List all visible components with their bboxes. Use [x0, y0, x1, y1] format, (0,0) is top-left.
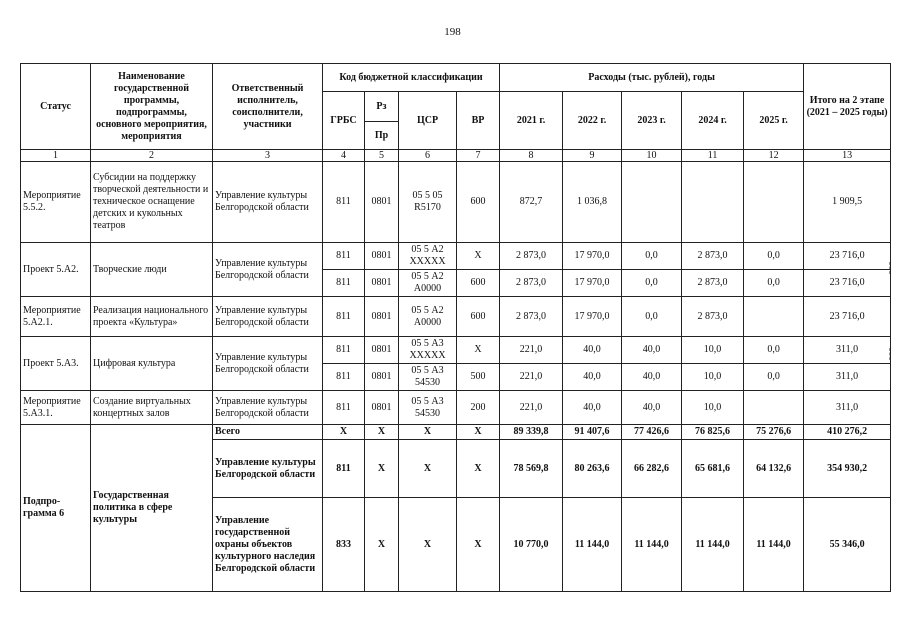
header-2024: 2024 г.	[682, 92, 744, 150]
col-number: 2	[91, 150, 213, 162]
cell-2024: 11 144,0	[682, 498, 744, 592]
cell-2021: 221,0	[500, 391, 563, 425]
cell-2024: 2 873,0	[682, 243, 744, 270]
cell-2022: 40,0	[563, 364, 622, 391]
cell-status: Мероприятие 5.5.2.	[21, 162, 91, 243]
cell-total: 23 716,0	[804, 297, 891, 337]
cell-2021: 2 873,0	[500, 270, 563, 297]
cell-rzpr: 0801	[365, 337, 399, 364]
cell-grbs: 811	[323, 270, 365, 297]
cell-csr: Х	[399, 498, 457, 592]
cell-2022: 17 970,0	[563, 270, 622, 297]
cell-total: 311,0	[804, 337, 891, 364]
header-csr: ЦСР	[399, 92, 457, 150]
table-row	[21, 391, 891, 425]
cell-2022: 40,0	[563, 391, 622, 425]
cell-rzpr: Х	[365, 425, 399, 440]
cell-2024: 65 681,6	[682, 440, 744, 498]
cell-executor: Управление государственной охраны объектов культурного наследия Белгородской области	[213, 498, 323, 592]
cell-2025	[744, 391, 804, 425]
cell-2024: 10,0	[682, 391, 744, 425]
cell-name: Творческие люди	[91, 243, 213, 297]
header-executor: Ответственный исполнитель, соисполнители, участники	[213, 64, 323, 150]
cell-grbs: 811	[323, 297, 365, 337]
header-2023: 2023 г.	[622, 92, 682, 150]
cell-2022: 91 407,6	[563, 425, 622, 440]
col-number: 8	[500, 150, 563, 162]
cell-status: Мероприятие 5.А3.1.	[21, 391, 91, 425]
cell-name: Государственная политика в сфере культуры	[91, 425, 213, 592]
col-number: 6	[399, 150, 457, 162]
cell-2025	[744, 297, 804, 337]
cell-2021: 78 569,8	[500, 440, 563, 498]
cell-executor: Всего	[213, 425, 323, 440]
cell-2025: 11 144,0	[744, 498, 804, 592]
cell-grbs: 811	[323, 243, 365, 270]
table-row	[21, 243, 891, 270]
cell-rzpr: Х	[365, 498, 399, 592]
header-grbs: ГРБС	[323, 92, 365, 150]
cell-total: 1 909,5	[804, 162, 891, 243]
cell-rzpr: 0801	[365, 162, 399, 243]
cell-2023: 77 426,6	[622, 425, 682, 440]
cell-2024: 10,0	[682, 364, 744, 391]
cell-2023: 66 282,6	[622, 440, 682, 498]
cell-2022: 1 036,8	[563, 162, 622, 243]
header-2021: 2021 г.	[500, 92, 563, 150]
col-number: 9	[563, 150, 622, 162]
cell-2024: 10,0	[682, 337, 744, 364]
cell-2021: 89 339,8	[500, 425, 563, 440]
page-number: 198	[444, 26, 461, 38]
cell-2021: 2 873,0	[500, 243, 563, 270]
cell-2022: 40,0	[563, 337, 622, 364]
cell-2024: 2 873,0	[682, 297, 744, 337]
header-budget-code: Код бюджетной классификации	[323, 64, 500, 92]
cell-rzpr: 0801	[365, 270, 399, 297]
cell-2021: 10 770,0	[500, 498, 563, 592]
col-number: 12	[744, 150, 804, 162]
cell-total: 354 930,2	[804, 440, 891, 498]
header-2022: 2022 г.	[563, 92, 622, 150]
cell-vr: 600	[457, 297, 500, 337]
cell-2023: 11 144,0	[622, 498, 682, 592]
cell-vr: 500	[457, 364, 500, 391]
header-pr: Пр	[365, 122, 399, 150]
cell-grbs: 811	[323, 364, 365, 391]
table-row	[21, 425, 891, 440]
cell-csr: Х	[399, 425, 457, 440]
col-number: 5	[365, 150, 399, 162]
cell-total: 311,0	[804, 391, 891, 425]
cell-2024	[682, 162, 744, 243]
cell-total: 23 716,0	[804, 243, 891, 270]
cell-executor: Управление культуры Белгородской области	[213, 297, 323, 337]
cell-2021: 2 873,0	[500, 297, 563, 337]
cell-2023: 0,0	[622, 243, 682, 270]
cell-vr: Х	[457, 337, 500, 364]
cell-csr: 05 5 05 R5170	[399, 162, 457, 243]
cell-vr: 200	[457, 391, 500, 425]
header-rz: Рз	[365, 92, 399, 122]
cell-executor: Управление культуры Белгородской области	[213, 440, 323, 498]
header-status: Статус	[21, 64, 91, 150]
col-number: 11	[682, 150, 744, 162]
cell-total: 311,0	[804, 364, 891, 391]
cell-2022: 80 263,6	[563, 440, 622, 498]
cell-status: Подпро-грамма 6	[21, 425, 91, 592]
col-number: 1	[21, 150, 91, 162]
cell-2022: 11 144,0	[563, 498, 622, 592]
cell-2021: 872,7	[500, 162, 563, 243]
header-total: Итого на 2 этапе (2021 – 2025 годы)	[804, 64, 891, 150]
cell-2023: 0,0	[622, 297, 682, 337]
budget-table	[20, 63, 891, 592]
cell-2025: 0,0	[744, 337, 804, 364]
header-expenses: Расходы (тыс. рублей), годы	[500, 64, 804, 92]
cell-2023: 40,0	[622, 391, 682, 425]
cell-2025: 75 276,6	[744, 425, 804, 440]
cell-rzpr: 0801	[365, 243, 399, 270]
table-row	[21, 297, 891, 337]
cell-2024: 2 873,0	[682, 270, 744, 297]
cell-2023: 40,0	[622, 337, 682, 364]
cell-name: Реализация национального проекта «Культура»	[91, 297, 213, 337]
cell-status: Мероприятие 5.А2.1.	[21, 297, 91, 337]
cell-executor: Управление культуры Белгородской области	[213, 391, 323, 425]
cell-executor: Управление культуры Белгородской области	[213, 162, 323, 243]
cell-2023: 40,0	[622, 364, 682, 391]
cell-executor: Управление культуры Белгородской области	[213, 243, 323, 297]
cell-total: 55 346,0	[804, 498, 891, 592]
cell-2025: 0,0	[744, 243, 804, 270]
cell-grbs: 811	[323, 337, 365, 364]
cell-2022: 17 970,0	[563, 243, 622, 270]
cell-2025: 64 132,6	[744, 440, 804, 498]
cell-csr: 05 5 А3 ХХХХХ	[399, 337, 457, 364]
col-number: 7	[457, 150, 500, 162]
cell-rzpr: Х	[365, 440, 399, 498]
col-number: 10	[622, 150, 682, 162]
cell-name: Цифровая культура	[91, 337, 213, 391]
cell-vr: Х	[457, 498, 500, 592]
cell-2025: 0,0	[744, 270, 804, 297]
cell-vr: Х	[457, 243, 500, 270]
cell-executor: Управление культуры Белгородской области	[213, 337, 323, 391]
cell-grbs: 811	[323, 440, 365, 498]
cell-grbs: 833	[323, 498, 365, 592]
cell-2025	[744, 162, 804, 243]
cell-2021: 221,0	[500, 337, 563, 364]
cell-status: Проект 5.А3.	[21, 337, 91, 391]
table-row	[21, 337, 891, 364]
col-number: 4	[323, 150, 365, 162]
cell-vr: 600	[457, 162, 500, 243]
header-vr: ВР	[457, 92, 500, 150]
cell-name: Создание виртуальных концертных залов	[91, 391, 213, 425]
cell-vr: Х	[457, 425, 500, 440]
cell-vr: Х	[457, 440, 500, 498]
cell-csr: Х	[399, 440, 457, 498]
col-number: 3	[213, 150, 323, 162]
cell-rzpr: 0801	[365, 391, 399, 425]
cell-csr: 05 5 А2 А0000	[399, 270, 457, 297]
cell-csr: 05 5 А2 А0000	[399, 297, 457, 337]
cell-rzpr: 0801	[365, 297, 399, 337]
cell-grbs: Х	[323, 425, 365, 440]
cell-2021: 221,0	[500, 364, 563, 391]
cell-vr: 600	[457, 270, 500, 297]
cell-name: Субсидии на поддержку творческой деятельности и техническое оснащение детских и кукольных театров	[91, 162, 213, 243]
cell-total: 410 276,2	[804, 425, 891, 440]
cell-grbs: 811	[323, 162, 365, 243]
header-2025: 2025 г.	[744, 92, 804, 150]
cell-csr: 05 5 А3 54530	[399, 391, 457, 425]
cell-grbs: 811	[323, 391, 365, 425]
header-name: Наименование государственной программы, подпрограммы, основного мероприятия, мероприятия	[91, 64, 213, 150]
cell-csr: 05 5 А2 ХХХХХ	[399, 243, 457, 270]
col-number: 13	[804, 150, 891, 162]
cell-2023	[622, 162, 682, 243]
table-row	[21, 162, 891, 243]
cell-2025: 0,0	[744, 364, 804, 391]
cell-2022: 17 970,0	[563, 297, 622, 337]
cell-rzpr: 0801	[365, 364, 399, 391]
cell-csr: 05 5 А3 54530	[399, 364, 457, 391]
cell-2023: 0,0	[622, 270, 682, 297]
cell-2024: 76 825,6	[682, 425, 744, 440]
cell-total: 23 716,0	[804, 270, 891, 297]
cell-status: Проект 5.А2.	[21, 243, 91, 297]
